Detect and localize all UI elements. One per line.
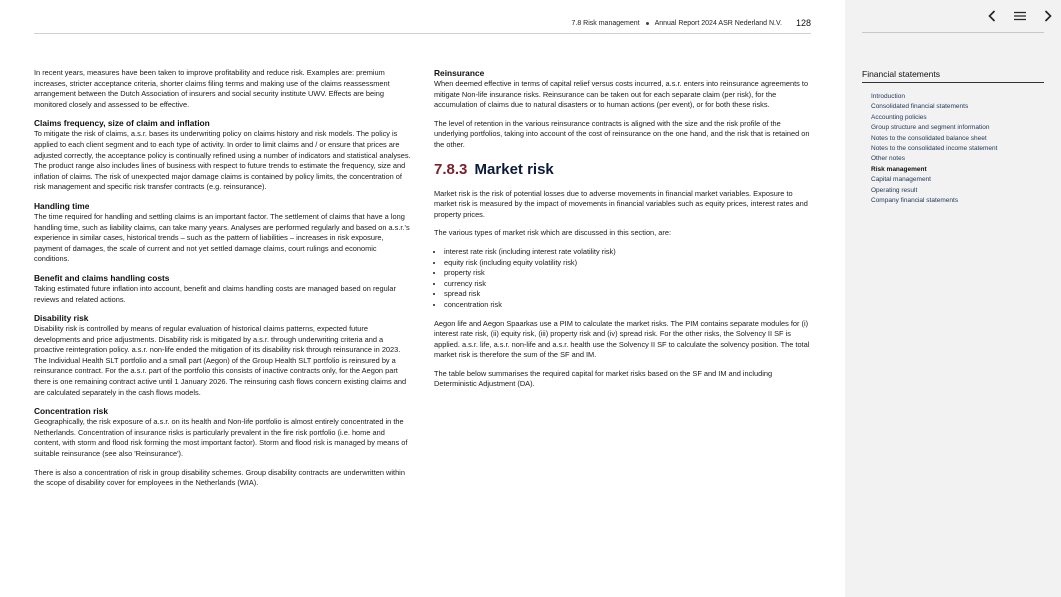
menu-icon xyxy=(1014,11,1026,21)
handling-time-paragraph: The time required for handling and settling claims is an important factor. The settlement of claims that have a long handling time, such as liability claims, can take many years. Analyses are performed regularly and based on a.s.r.'s experience in similar cases, historical trends – such as the pattern of liabilities – increases in risk exposure, payment of damages, the scale of current and not yet settled damage claims, court rulings and economic conditions. xyxy=(34,211,410,264)
toc-item-other-notes[interactable]: Other notes xyxy=(871,155,905,163)
header-divider xyxy=(34,33,811,34)
section-title: Market risk xyxy=(474,160,554,178)
intro-paragraph: In recent years, measures have been taken to improve profitability and reduce risk. Examples are: premium increases, stricter acceptance criteria, shorter claims filing terms and making use of the claims reassessment arrangement between the Dutch Association of insurers and social security institute UWV. Effects are being monitored closely and assessed to be effective. xyxy=(34,68,390,109)
section-number: 7.8.3 xyxy=(434,160,468,178)
reinsurance-heading: Reinsurance xyxy=(434,68,485,78)
left-column xyxy=(34,68,412,497)
list-item: • concentration risk xyxy=(444,300,811,311)
toc-item-risk-management[interactable]: Risk management xyxy=(871,165,927,173)
market-risk-types-list xyxy=(434,247,811,311)
page-navigation xyxy=(985,8,1055,24)
menu-button[interactable] xyxy=(1013,8,1027,24)
table-intro-paragraph: The table below summarises the required capital for market risks based on the SF and IM and including Deterministic Adjustment (DA). xyxy=(434,368,773,389)
toc-item-company-financial-statements[interactable]: Company financial statements xyxy=(871,197,959,205)
toc-item-operating-result[interactable]: Operating result xyxy=(871,186,918,194)
list-item: • property risk xyxy=(444,268,811,279)
concentration-risk-heading: Concentration risk xyxy=(34,406,108,417)
page-header xyxy=(34,14,811,32)
next-page-button[interactable] xyxy=(1041,8,1055,24)
right-column xyxy=(434,68,811,398)
list-item: • equity risk (including equity volatility risk) xyxy=(444,258,811,269)
chevron-left-icon xyxy=(988,10,996,22)
navigation-sidebar xyxy=(845,0,1061,597)
disability-risk-heading: Disability risk xyxy=(34,313,89,324)
header-section: 7.8 Risk management xyxy=(571,19,640,27)
sidebar-title: Financial statements xyxy=(862,69,940,79)
benefit-costs-paragraph: Taking estimated future inflation into account, benefit and claims handling costs are managed based on regular reviews and related actions. xyxy=(34,283,396,304)
page-number: 128 xyxy=(795,18,811,28)
claims-frequency-heading: Claims frequency, size of claim and inflation xyxy=(34,118,210,129)
toc-item-notes-balance-sheet[interactable]: Notes to the consolidated balance sheet xyxy=(871,134,987,142)
reinsurance-paragraph: When deemed effective in terms of capital relief versus costs incurred, a.s.r. enters into reinsurance agreements to mitigate Non-life insurance risks. Reinsurance can be taken out for each separate claim (per risk), for the accumulation of claims due to natural disasters or to human actions (per event), or for both these risks. xyxy=(434,79,809,110)
sidebar-title-underline xyxy=(862,82,1044,83)
header-report-title: Annual Report 2024 ASR Nederland N.V. xyxy=(654,19,782,27)
separator-dot xyxy=(646,22,649,25)
market-risk-types-intro: The various types of market risk which are discussed in this section, are: xyxy=(434,228,672,238)
market-risk-intro: Market risk is the risk of potential losses due to adverse movements in financial market variables. Exposure to market risk is measured by the impact of movements in financial variables such as equity prices, interest rates and property prices. xyxy=(434,188,808,219)
previous-page-button[interactable] xyxy=(985,8,999,24)
toc-item-notes-income-statement[interactable]: Notes to the consolidated income statement xyxy=(871,145,998,153)
list-item: • interest rate risk (including interest rate volatility risk) xyxy=(444,247,811,258)
chevron-right-icon xyxy=(1044,10,1052,22)
toc-item-consolidated-financial-statements[interactable]: Consolidated financial statements xyxy=(871,103,969,111)
toc-item-introduction[interactable]: Introduction xyxy=(871,93,905,100)
handling-time-heading: Handling time xyxy=(34,200,90,211)
toc-item-capital-management[interactable]: Capital management xyxy=(871,176,931,184)
claims-frequency-paragraph: To mitigate the risk of claims, a.s.r. bases its underwriting policy on claims history and risk models. The policy is applied to each client segment and to each type of activity. In order to limit claims and / or ensure that prices are adjusted correctly, the acceptance policy is continually refined using a number of indicators and statistical analyses. The product range also includes lines of business with respect to future trends to estimate the frequency, size and inflation of claims. The risk of unexpected major damage claims is contained by policy limits, the concentration of risk management and specific risk transfer contracts (e.g. reinsurance). xyxy=(34,129,411,192)
toc-item-accounting-policies[interactable]: Accounting policies xyxy=(871,113,927,121)
retention-paragraph: The level of retention in the various reinsurance contracts is aligned with the size and the risk profile of the underlying portfolios, taking into account of the cost of reinsurance on the one hand, and the risk that is retained on the other. xyxy=(434,118,810,149)
aegon-pim-paragraph: Aegon life and Aegon Spaarkas use a PIM to calculate the market risks. The PIM contains separate modules for (i) interest rate risk, (ii) equity risk, (iii) property risk and (iv) spread risk. For the other risks, the Solvency II SF is applied. a.s.r. life, a.s.r. non-life and a.s.r. health use the Solvency II SF to calculate the solvency position. The total market risk is therefore the sum of the SF and IM. xyxy=(434,318,810,360)
list-item: • currency risk xyxy=(444,279,811,290)
list-item: • spread risk xyxy=(444,289,811,300)
concentration-risk-paragraph-2: There is also a concentration of risk in group disability schemes. Group disability contracts are underwritten within the scope of disability cover for employees in the Netherlands (WIA). xyxy=(34,467,405,488)
benefit-costs-heading: Benefit and claims handling costs xyxy=(34,272,170,283)
concentration-risk-paragraph: Geographically, the risk exposure of a.s.r. on its health and Non-life portfolio is almost entirely concentrated in the Netherlands. Concentration of insurance risks is particularly prevalent in the fire risk portfolio (i.e. home and content, with storm and flood risk forming the most important factor). Storm and flood risk is managed by means of suitable reinsurance (see also 'Reinsurance'). xyxy=(34,417,408,459)
table-of-contents xyxy=(871,92,1046,206)
market-risk-section-title xyxy=(434,161,811,179)
sidebar-divider xyxy=(862,32,1044,33)
disability-risk-paragraph: Disability risk is controlled by means of regular evaluation of historical claims patterns, expected future developments and price adjustments. Disability risk is mitigated by a.s.r. through underwriting criteria and a proactive reintegration policy. a.s.r. non-life ended the mitigation of its disability risk through reinsurance in 2023. The Individual Health SLT portfolio and a small part (Aegon) of the Group Health SLT portfolio is reinsured by a reinsurance contract. For the a.s.r. part of the portfolio this consists of inactive contracts only, for the Aegon part there is one remaining contract active until 1 January 2026. The reinsuring cash flows concern existing claims and are calculated separately in the cash flows models. xyxy=(34,324,407,397)
toc-item-group-structure[interactable]: Group structure and segment information xyxy=(871,124,990,132)
